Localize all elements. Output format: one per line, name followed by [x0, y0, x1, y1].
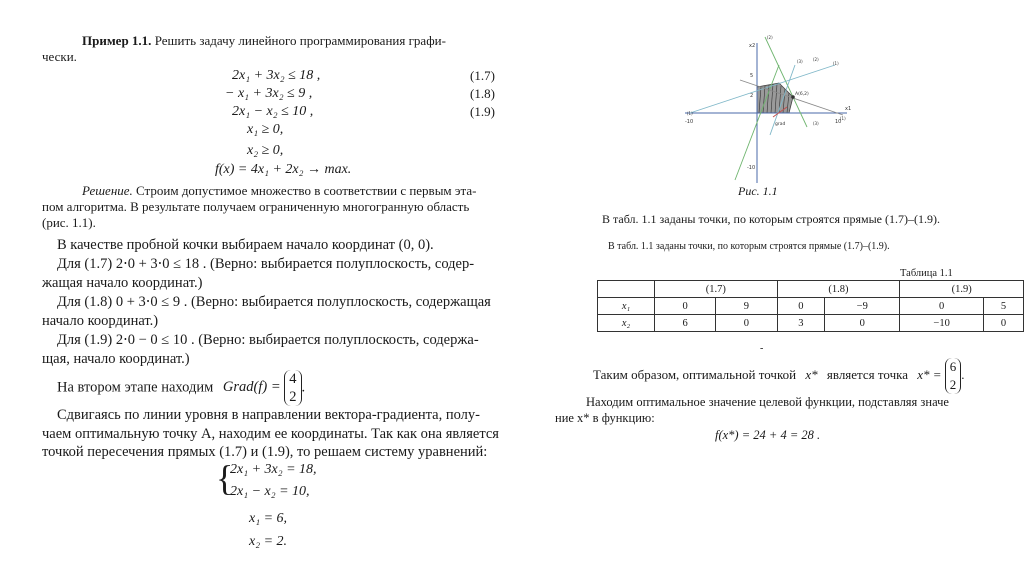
example-text-line2: чески. — [42, 49, 77, 64]
value-line-2: ние x* в функцию: — [555, 411, 655, 425]
constraint-1-8: − x₁ + 3x₂ ≤ 9 , — [225, 86, 313, 101]
constraint-1-8-number: (1.8) — [470, 86, 495, 101]
optimal-text: Таким образом, оптимальной точкой — [593, 366, 797, 382]
solution-label: Решение. — [82, 183, 133, 198]
solution-line1 — [82, 183, 476, 199]
table-row-label: x₁ — [598, 298, 655, 315]
objective-function: f(x) = 4x₁ + 2x₂ → max. — [215, 162, 352, 177]
paragraph-check-1-7-b: жащая начало координат.) — [42, 275, 203, 291]
line-label-5: (2) — [767, 35, 773, 40]
table-header-1-8: (1.8) — [777, 281, 900, 298]
example-text-line1: Решить задачу линейного программирования графи- — [154, 33, 446, 48]
constraint-1-9: 2x₁ − x₂ ≤ 10 , — [232, 104, 314, 119]
line-label-1: (1) — [687, 111, 693, 116]
x-axis-label: x1 — [845, 106, 852, 112]
paragraph-check-1-8-a: Для (1.8) 0 + 3⋅0 ≤ 9 . (Верно: выбирается полуплоскость, содержащая — [57, 294, 491, 310]
gradient-text: На втором этапе находим — [57, 379, 214, 396]
gradient-line — [57, 370, 305, 406]
example-label: Пример 1.1. — [82, 33, 152, 48]
tick-x-neg10: -10 — [685, 119, 694, 125]
table-cell: 0 — [825, 315, 900, 332]
table-intro-1: В табл. 1.1 заданы точки, по которым строятся прямые (1.7)–(1.9). — [602, 212, 940, 226]
optimal-end: . — [961, 366, 965, 382]
table-row — [598, 315, 1024, 332]
line-label-7: (1) — [833, 61, 839, 66]
solution-x2: x₂ = 2. — [249, 534, 288, 549]
gradient-vector — [284, 370, 301, 406]
table-row-label: x₂ — [598, 315, 655, 332]
table-intro-2: В табл. 1.1 заданы точки, по которым строятся прямые (1.7)–(1.9). — [608, 241, 890, 252]
table-corner — [598, 281, 655, 298]
optimal-equation: x* = — [917, 366, 942, 382]
table-header-1-9: (1.9) — [900, 281, 1024, 298]
line-label-6: (3) — [797, 59, 803, 64]
value-line-1: Находим оптимальное значение целевой функции, подставляя значе — [586, 395, 949, 409]
y-axis-label: x2 — [749, 43, 756, 49]
table-cell: 0 — [777, 298, 825, 315]
example-heading — [82, 33, 446, 49]
system-brace: { — [216, 458, 234, 498]
gradient-bottom: 2 — [289, 389, 297, 405]
table-cell: −9 — [825, 298, 900, 315]
grad-label: grad — [775, 122, 786, 127]
gradient-expression: Grad(f) = — [222, 379, 281, 396]
table-header-row — [598, 281, 1024, 298]
optimal-vector — [945, 358, 965, 394]
constraint-1-7: 2x₁ + 3x₂ ≤ 18 , — [232, 68, 321, 83]
paragraph-check-1-8-b: начало координат.) — [42, 313, 159, 329]
paragraph-shift-b: чаем оптимальную точку A, находим ее координаты. Так как она является — [42, 426, 499, 442]
paragraph-check-1-9-b: щая, начало координат.) — [42, 351, 190, 367]
feasible-region-plot — [675, 35, 855, 185]
paragraph-check-1-9-a: Для (1.9) 2⋅0 − 0 ≤ 10 . (Верно: выбирается полуплоскость, содержа- — [57, 332, 479, 348]
paragraph-trial-point: В качестве пробной кочки выбираем начало координат (0, 0). — [57, 237, 434, 253]
points-table-wrapper — [597, 280, 1024, 332]
table-cell: 0 — [655, 298, 716, 315]
figure-1-1 — [675, 35, 855, 185]
optimal-text-2: является точка — [826, 366, 908, 382]
tick-x-10: 10 — [835, 119, 842, 125]
paragraph-check-1-7-a: Для (1.7) 2⋅0 + 3⋅0 ≤ 18 . (Верно: выбирается полуплоскость, содер- — [57, 256, 475, 272]
table-header-1-7: (1.7) — [655, 281, 778, 298]
value-equation: f(x*) = 24 + 4 = 28 . — [715, 428, 821, 442]
constraint-1-7-number: (1.7) — [470, 68, 495, 83]
table-cell: 3 — [777, 315, 825, 332]
tick-y-5: 5 — [750, 73, 754, 79]
solution-x1: x₁ = 6, — [249, 511, 288, 526]
optimal-var: x* — [805, 366, 818, 382]
table-cell: 0 — [983, 315, 1023, 332]
nonneg-x2: x₂ ≥ 0, — [247, 143, 284, 158]
separator-dash: - — [760, 343, 764, 354]
point-a-label: A(6,2) — [795, 92, 809, 97]
gradient-top: 4 — [289, 371, 297, 387]
gradient-end: . — [301, 379, 306, 396]
table-row — [598, 298, 1024, 315]
optimal-point-line — [593, 358, 965, 394]
line-label-4: (1) — [840, 116, 846, 121]
figure-caption: Рис. 1.1 — [738, 184, 778, 198]
system-equation-2: 2x₁ − x₂ = 10, — [230, 484, 310, 499]
points-table — [597, 280, 1024, 332]
constraint-1-9-number: (1.9) — [470, 104, 495, 119]
table-cell: 6 — [655, 315, 716, 332]
solution-text-line1: Строим допустимое множество в соответствии с первым эта- — [136, 183, 477, 198]
tick-y-neg10: -10 — [747, 165, 756, 171]
table-caption: Таблица 1.1 — [900, 268, 953, 279]
table-cell: 9 — [716, 298, 777, 315]
optimal-bottom: 2 — [949, 377, 957, 392]
table-cell: 0 — [900, 298, 984, 315]
paragraph-shift-a: Сдвигаясь по линии уровня в направлении вектора-градиента, полу- — [57, 407, 480, 423]
table-cell: 0 — [716, 315, 777, 332]
paragraph-shift-c: точкой пересечения прямых (1.7) и (1.9), то решаем систему уравнений: — [42, 444, 488, 460]
table-cell: 5 — [983, 298, 1023, 315]
solution-text-line2: пом алгоритма. В результате получаем ограниченную многогранную область — [42, 199, 470, 214]
tick-y-2: 2 — [750, 93, 754, 99]
system-equation-1: 2x₁ + 3x₂ = 18, — [230, 462, 317, 477]
table-cell: −10 — [900, 315, 984, 332]
line-label-3: (3) — [813, 121, 819, 126]
nonneg-x1: x₁ ≥ 0, — [247, 122, 284, 137]
line-label-2: (2) — [813, 57, 819, 62]
optimal-top: 6 — [949, 359, 957, 374]
solution-text-line3: (рис. 1.1). — [42, 215, 96, 230]
